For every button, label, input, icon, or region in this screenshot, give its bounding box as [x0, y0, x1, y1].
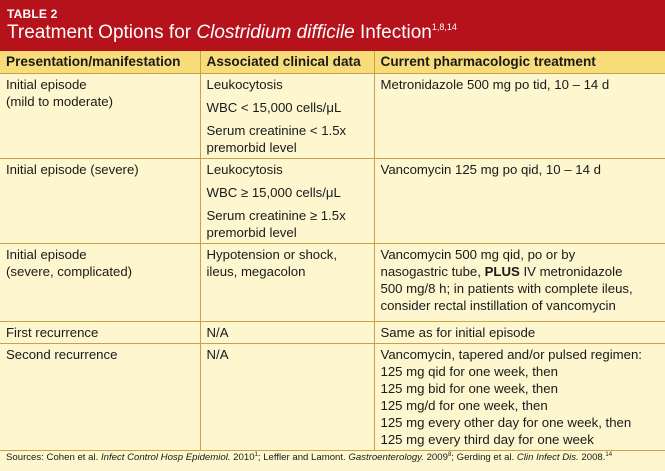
table-label: TABLE 2	[7, 7, 58, 21]
presentation-line: Second recurrence	[6, 346, 118, 362]
ref-number: 1	[254, 452, 258, 458]
table-row	[0, 321, 665, 343]
clinical-line: premorbid level	[206, 139, 297, 155]
presentation-line: Initial episode (severe)	[6, 161, 139, 177]
treatment-line: Vancomycin 125 mg po qid, 10 – 14 d	[380, 161, 601, 177]
table-title	[7, 22, 457, 44]
presentation-line: Initial episode	[6, 76, 87, 92]
cell-treatment	[374, 321, 665, 343]
header-clinical: Associated clinical data	[200, 51, 374, 73]
clinical-line: Serum creatinine < 1.5x	[206, 122, 347, 138]
presentation-line: (mild to moderate)	[6, 93, 114, 109]
treatment-line: Same as for initial episode	[380, 324, 536, 340]
clinical-line: Hypotension or shock,	[206, 246, 337, 262]
presentation-line: First recurrence	[6, 324, 99, 340]
cell-clinical	[200, 321, 374, 343]
cell-treatment	[374, 343, 665, 450]
table-row	[0, 243, 665, 321]
table-row	[0, 158, 665, 243]
treatment-table	[0, 51, 665, 451]
plus-emphasis: PLUS	[484, 263, 520, 279]
presentation-line: Initial episode	[6, 246, 87, 262]
sources-text: 2008.	[578, 452, 606, 463]
ref-number: 14	[605, 452, 613, 458]
cell-presentation	[0, 321, 200, 343]
title-refs: 1,8,14	[431, 22, 457, 32]
cell-presentation	[0, 158, 200, 243]
cell-presentation	[0, 243, 200, 321]
clinical-line: Serum creatinine ≥ 1.5x	[206, 207, 346, 223]
treatment-line: 125 mg qid for one week, then	[380, 363, 558, 379]
sources-text: Sources: Cohen et al.	[6, 452, 101, 463]
clinical-item	[207, 246, 368, 280]
treatment-text: IV metronidazole	[519, 263, 623, 279]
header-treatment: Current pharmacologic treatment	[374, 51, 665, 73]
treatment-line: 125 mg bid for one week, then	[380, 380, 558, 396]
cell-treatment	[374, 243, 665, 321]
sources-text: ; Gerding et al.	[451, 452, 517, 463]
clinical-item	[207, 122, 368, 156]
treatment-line: 125 mg every third day for one week	[380, 431, 594, 447]
treatment-line: Vancomycin, tapered and/or pulsed regimen:	[380, 346, 642, 362]
clinical-item	[207, 161, 368, 178]
clinical-item	[207, 207, 368, 241]
clinical-item	[207, 99, 368, 116]
cell-clinical	[200, 158, 374, 243]
title-prefix: Treatment Options for	[7, 22, 197, 43]
cell-treatment	[374, 158, 665, 243]
clinical-item	[207, 184, 368, 201]
treatment-line: Metronidazole 500 mg po tid, 10 – 14 d	[380, 76, 610, 92]
table-row	[0, 73, 665, 158]
cell-treatment	[374, 73, 665, 158]
header-presentation: Presentation/manifestation	[0, 51, 200, 73]
clinical-line: Leukocytosis	[206, 76, 283, 92]
clinical-item	[207, 76, 368, 93]
cell-clinical	[200, 343, 374, 450]
sources-text: 2010	[230, 452, 255, 463]
title-bar	[0, 0, 665, 51]
treatment-text: nasogastric tube,	[380, 263, 485, 279]
clinical-line: Leukocytosis	[206, 161, 283, 177]
treatment-line: 125 mg/d for one week, then	[380, 397, 548, 413]
treatment-line	[381, 263, 660, 280]
cell-presentation	[0, 73, 200, 158]
clinical-line: premorbid level	[206, 224, 297, 240]
sources-footnote	[6, 452, 612, 463]
cell-clinical	[200, 73, 374, 158]
ref-number: 8	[447, 452, 452, 458]
title-italic: Clostridium difficile	[196, 22, 355, 43]
clinical-line: ileus, megacolon	[206, 263, 306, 279]
cell-presentation	[0, 343, 200, 450]
cell-clinical	[200, 243, 374, 321]
sources-text: ; Leffler and Lamont.	[257, 452, 349, 463]
clinical-line: WBC < 15,000 cells/μL	[206, 99, 342, 115]
header-row	[0, 51, 665, 73]
journal-name: Infect Control Hosp Epidemiol.	[100, 452, 231, 463]
table-row	[0, 343, 665, 450]
clinical-line: N/A	[206, 346, 229, 362]
journal-name: Clin Infect Dis.	[516, 452, 579, 463]
sources-text: 2009	[423, 452, 448, 463]
treatment-line: consider rectal instillation of vancomycin	[380, 297, 616, 313]
treatment-line: 125 mg every other day for one week, then	[380, 414, 632, 430]
title-suffix: Infection	[354, 22, 432, 43]
clinical-line: N/A	[206, 324, 229, 340]
presentation-line: (severe, complicated)	[6, 263, 133, 279]
journal-name: Gastroenterology.	[348, 452, 424, 463]
clinical-line: WBC ≥ 15,000 cells/μL	[206, 184, 341, 200]
treatment-line: Vancomycin 500 mg qid, po or by	[380, 246, 576, 262]
treatment-line: 500 mg/8 h; in patients with complete ileus,	[380, 280, 633, 296]
